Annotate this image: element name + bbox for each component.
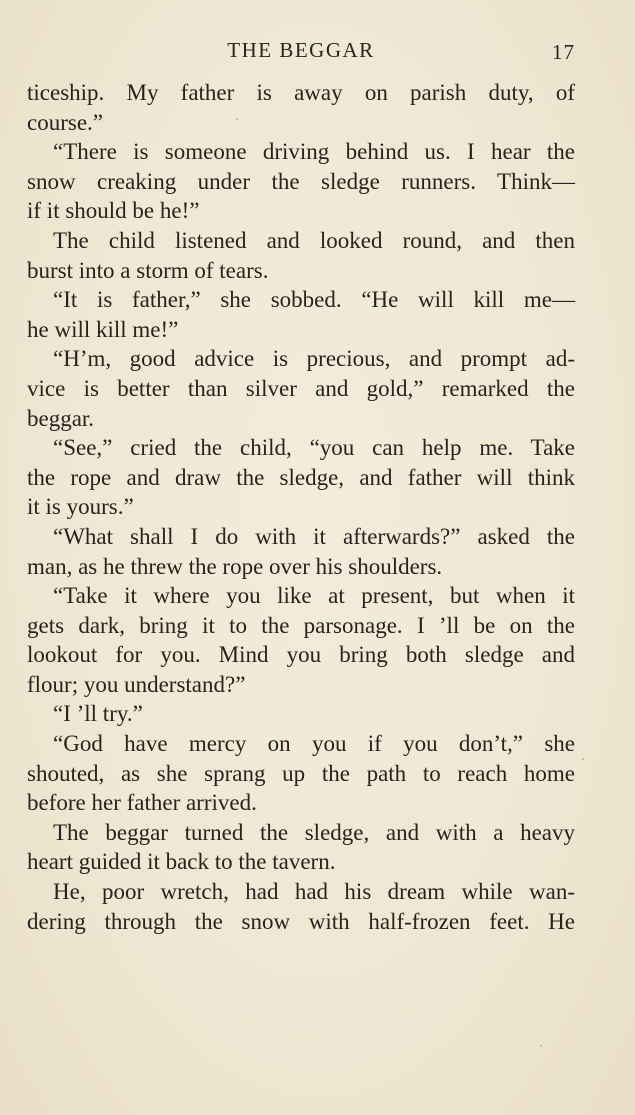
- text-line: course.”: [27, 109, 103, 135]
- page-number: 17: [552, 40, 575, 64]
- text-line: beggar.: [27, 405, 95, 431]
- text-line: snow creaking under the sledge runners. Think—: [27, 168, 575, 194]
- text-line: “I ’ll try.”: [53, 701, 143, 727]
- page-header: [27, 38, 575, 68]
- text-line: He, poor wretch, had had his dream while wan-: [53, 879, 575, 905]
- text-line: The child listened and looked round, and then: [53, 227, 575, 253]
- text-line: the rope and draw the sledge, and father will think: [27, 464, 575, 490]
- text-line: heart guided it back to the tavern.: [27, 849, 336, 875]
- text-line: burst into a storm of tears.: [27, 257, 269, 283]
- text-line: shouted, as she sprang up the path to reach home: [27, 760, 575, 786]
- text-line: if it should be he!”: [27, 198, 200, 224]
- text-line: he will kill me!”: [27, 316, 179, 342]
- text-line: “See,” cried the child, “you can help me. Take: [53, 435, 575, 461]
- body-text: [27, 78, 575, 936]
- paper-speck: [582, 758, 584, 760]
- text-line: before her father arrived.: [27, 790, 257, 816]
- text-line: vice is better than silver and gold,” remarked the: [27, 375, 575, 401]
- text-line: gets dark, bring it to the parsonage. I ’ll be on the: [27, 612, 575, 638]
- text-line: The beggar turned the sledge, and with a heavy: [53, 819, 575, 845]
- text-line: it is yours.”: [27, 494, 134, 520]
- text-line: lookout for you. Mind you bring both sledge and: [27, 642, 575, 668]
- text-line: dering through the snow with half-frozen feet. He: [27, 908, 575, 934]
- text-line: “H’m, good advice is precious, and prompt ad-: [53, 346, 575, 372]
- text-line: “What shall I do with it afterwards?” asked the: [53, 523, 575, 549]
- text-line: man, as he threw the rope over his shoulders.: [27, 553, 443, 579]
- running-title: THE BEGGAR: [227, 38, 375, 62]
- paper-speck: [540, 1045, 542, 1047]
- text-line: “Take it where you like at present, but when it: [53, 583, 575, 609]
- paper-speck: [236, 118, 238, 120]
- text-line: “It is father,” she sobbed. “He will kill me—: [53, 287, 575, 313]
- text-line: ticeship. My father is away on parish duty, of: [27, 80, 575, 105]
- text-line: “There is someone driving behind us. I hear the: [53, 139, 575, 165]
- text-line: “God have mercy on you if you don’t,” she: [53, 731, 575, 757]
- text-line: flour; you understand?”: [27, 671, 246, 697]
